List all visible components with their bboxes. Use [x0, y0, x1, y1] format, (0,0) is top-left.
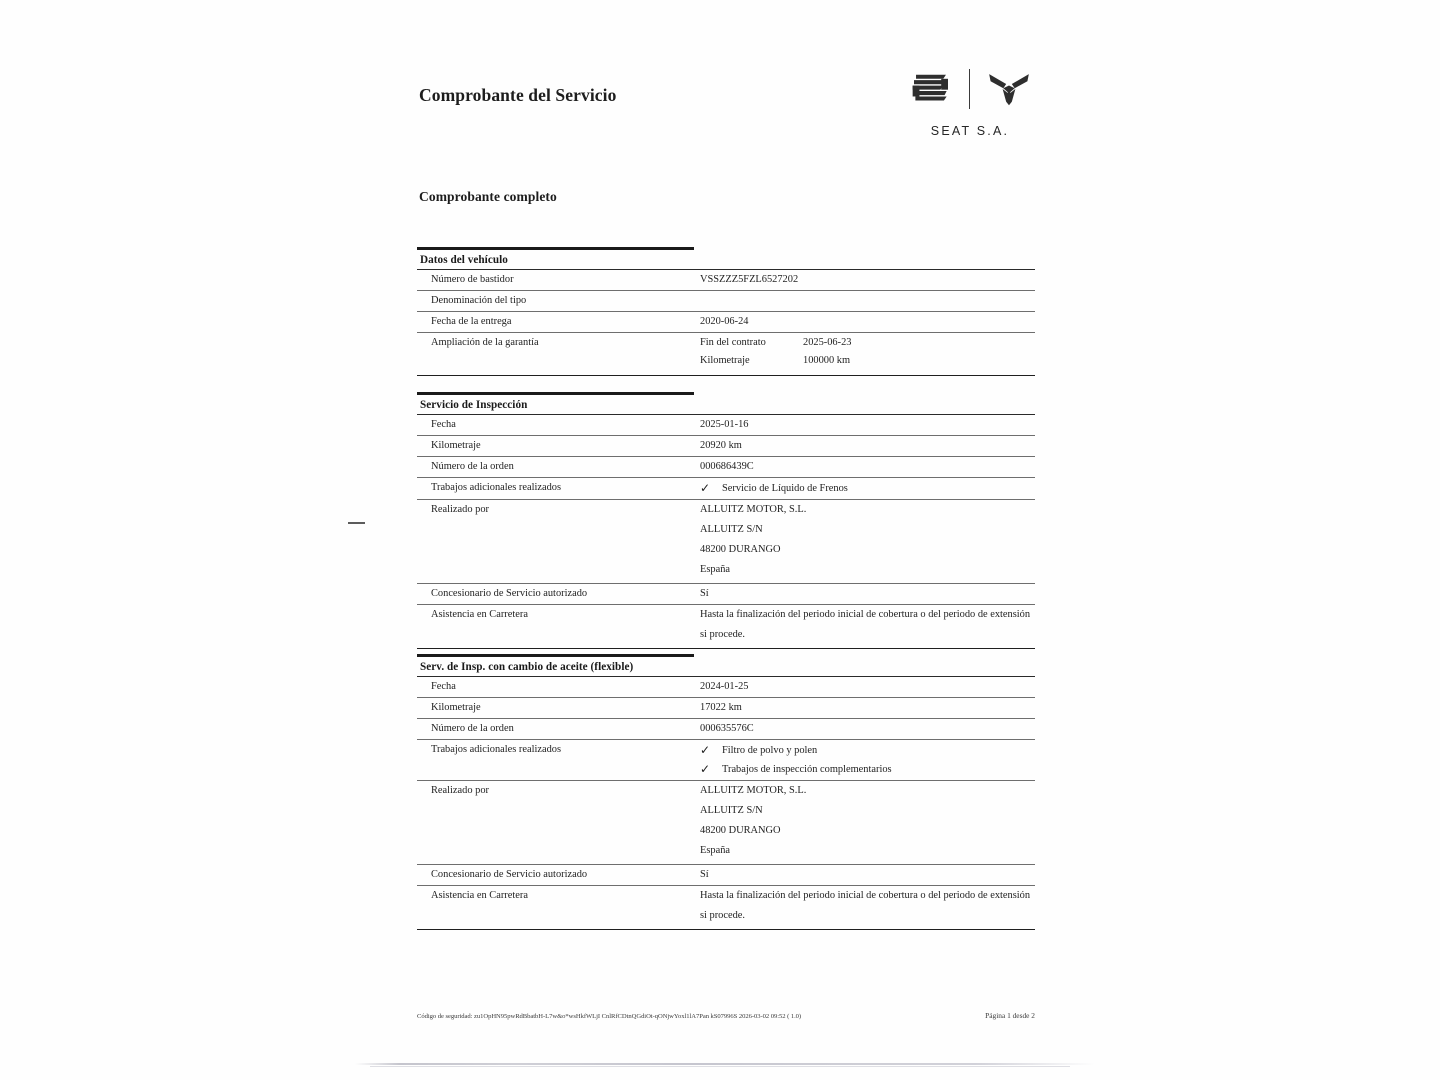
row-label: Fecha — [431, 681, 456, 692]
table-row — [417, 478, 1035, 500]
value-line: Hasta la finalización del periodo inicial de cobertura o del periodo de extensión — [700, 609, 1031, 620]
row-label: Kilometraje — [431, 702, 481, 713]
security-code: Código de seguridad: zu1OpHN95pwRdBbatbH-L7w&o*wsHkfWLjI CnlRfCDtnQGdiOt-qONjwYoxl1lA7Pan kS07996S 2026-03-02 09:52 ( 1.0) — [417, 1013, 802, 1020]
logo-divider — [969, 69, 970, 109]
page-footer — [417, 1011, 1035, 1020]
row-value: 2024-01-25 — [700, 681, 749, 692]
table-row — [417, 698, 1035, 719]
table-row — [417, 781, 1035, 865]
checkmark-icon: ✓ — [700, 762, 711, 776]
row-label: Asistencia en Carretera — [431, 890, 528, 901]
table-row — [417, 312, 1035, 333]
table-row — [417, 270, 1035, 291]
row-label: Fecha de la entrega — [431, 316, 512, 327]
value-line: Hasta la finalización del periodo inicial de cobertura o del periodo de extensión — [700, 890, 1031, 901]
row-label: Número de la orden — [431, 723, 514, 734]
value-line: ALLUITZ S/N — [700, 805, 763, 816]
row-label: Kilometraje — [431, 440, 481, 451]
row-value — [700, 605, 1035, 648]
table-row — [417, 500, 1035, 584]
section-rule — [417, 247, 694, 250]
table-row — [417, 291, 1035, 312]
row-value — [700, 886, 1035, 929]
table-row — [417, 677, 1035, 698]
row-value: Sí — [700, 869, 709, 880]
scan-artifact-secondary — [370, 1066, 1070, 1067]
row-label: Número de bastidor — [431, 274, 514, 285]
value-line: si procede. — [700, 629, 746, 640]
sub-row — [700, 336, 1035, 354]
row-label: Realizado por — [431, 785, 489, 796]
table-row — [417, 865, 1035, 886]
row-value — [700, 333, 1035, 375]
section-3 — [417, 654, 1035, 930]
checkmark-icon: ✓ — [700, 481, 711, 495]
checklist-item-label: Trabajos de inspección complementarios — [722, 764, 892, 775]
brand-logo-block — [905, 68, 1035, 138]
row-value — [700, 291, 1035, 297]
seat-logo-icon — [910, 72, 952, 106]
table-row — [417, 886, 1035, 930]
row-value: VSSZZZ5FZL6527202 — [700, 274, 799, 285]
row-value: 2025-01-16 — [700, 419, 749, 430]
checklist-item-label: Filtro de polvo y polen — [722, 745, 818, 756]
row-value: 000686439C — [700, 461, 754, 472]
table-row — [417, 457, 1035, 478]
value-line: ALLUITZ S/N — [700, 524, 763, 535]
row-label: Trabajos adicionales realizados — [431, 744, 562, 755]
row-label: Concesionario de Servicio autorizado — [431, 869, 588, 880]
row-value: 17022 km — [700, 702, 742, 713]
section-rule — [417, 654, 694, 657]
checklist-item — [700, 762, 1035, 777]
row-value — [700, 500, 1035, 583]
checklist-item-label: Servicio de Líquido de Frenos — [722, 483, 848, 494]
section-title: Datos del vehículo — [417, 252, 1035, 270]
row-value: Sí — [700, 588, 709, 599]
row-label: Asistencia en Carretera — [431, 609, 528, 620]
table-row — [417, 436, 1035, 457]
checklist-item — [700, 481, 1035, 496]
value-line: ALLUITZ MOTOR, S.L. — [700, 785, 807, 796]
value-line: ALLUITZ MOTOR, S.L. — [700, 504, 807, 515]
row-value: 000635576C — [700, 723, 754, 734]
checkmark-icon: ✓ — [700, 743, 711, 757]
section-title: Serv. de Insp. con cambio de aceite (flexible) — [417, 659, 1035, 677]
section-title: Servicio de Inspección — [417, 397, 1035, 415]
row-label: Denominación del tipo — [431, 295, 527, 306]
table-row — [417, 584, 1035, 605]
checklist-item — [700, 743, 1035, 762]
table-row — [417, 719, 1035, 740]
section-rule — [417, 392, 694, 395]
cupra-logo-icon — [987, 72, 1031, 106]
row-label: Número de la orden — [431, 461, 514, 472]
sub-row-key: Kilometraje — [700, 355, 750, 366]
section-1 — [417, 247, 1035, 376]
row-value: 20920 km — [700, 440, 742, 451]
brand-name: SEAT S.A. — [930, 124, 1010, 138]
section-2 — [417, 392, 1035, 649]
table-row — [417, 740, 1035, 781]
table-row — [417, 415, 1035, 436]
sub-row — [700, 354, 1035, 372]
value-line: España — [700, 564, 731, 575]
row-label: Concesionario de Servicio autorizado — [431, 588, 588, 599]
value-line: si procede. — [700, 910, 746, 921]
row-label: Trabajos adicionales realizados — [431, 482, 562, 493]
page-number: Página 1 desde 2 — [985, 1011, 1035, 1020]
sub-row-value: 2025-06-23 — [803, 337, 852, 348]
sub-row-value: 100000 km — [803, 355, 851, 366]
row-value — [700, 781, 1035, 864]
document-subtitle: Comprobante completo — [419, 189, 557, 204]
scan-artifact — [355, 1063, 1095, 1065]
value-line: 48200 DURANGO — [700, 544, 781, 555]
row-value — [700, 740, 1035, 780]
sub-row-key: Fin del contrato — [700, 337, 766, 348]
page-title: Comprobante del Servicio — [419, 85, 617, 105]
row-label: Ampliación de la garantía — [431, 337, 539, 348]
row-label: Fecha — [431, 419, 456, 430]
row-value — [700, 478, 1035, 499]
margin-tick-mark — [348, 522, 365, 524]
table-row — [417, 333, 1035, 376]
brand-logos — [905, 68, 1035, 110]
row-value: 2020-06-24 — [700, 316, 749, 327]
table-row — [417, 605, 1035, 649]
value-line: 48200 DURANGO — [700, 825, 781, 836]
row-label: Realizado por — [431, 504, 489, 515]
value-line: España — [700, 845, 731, 856]
